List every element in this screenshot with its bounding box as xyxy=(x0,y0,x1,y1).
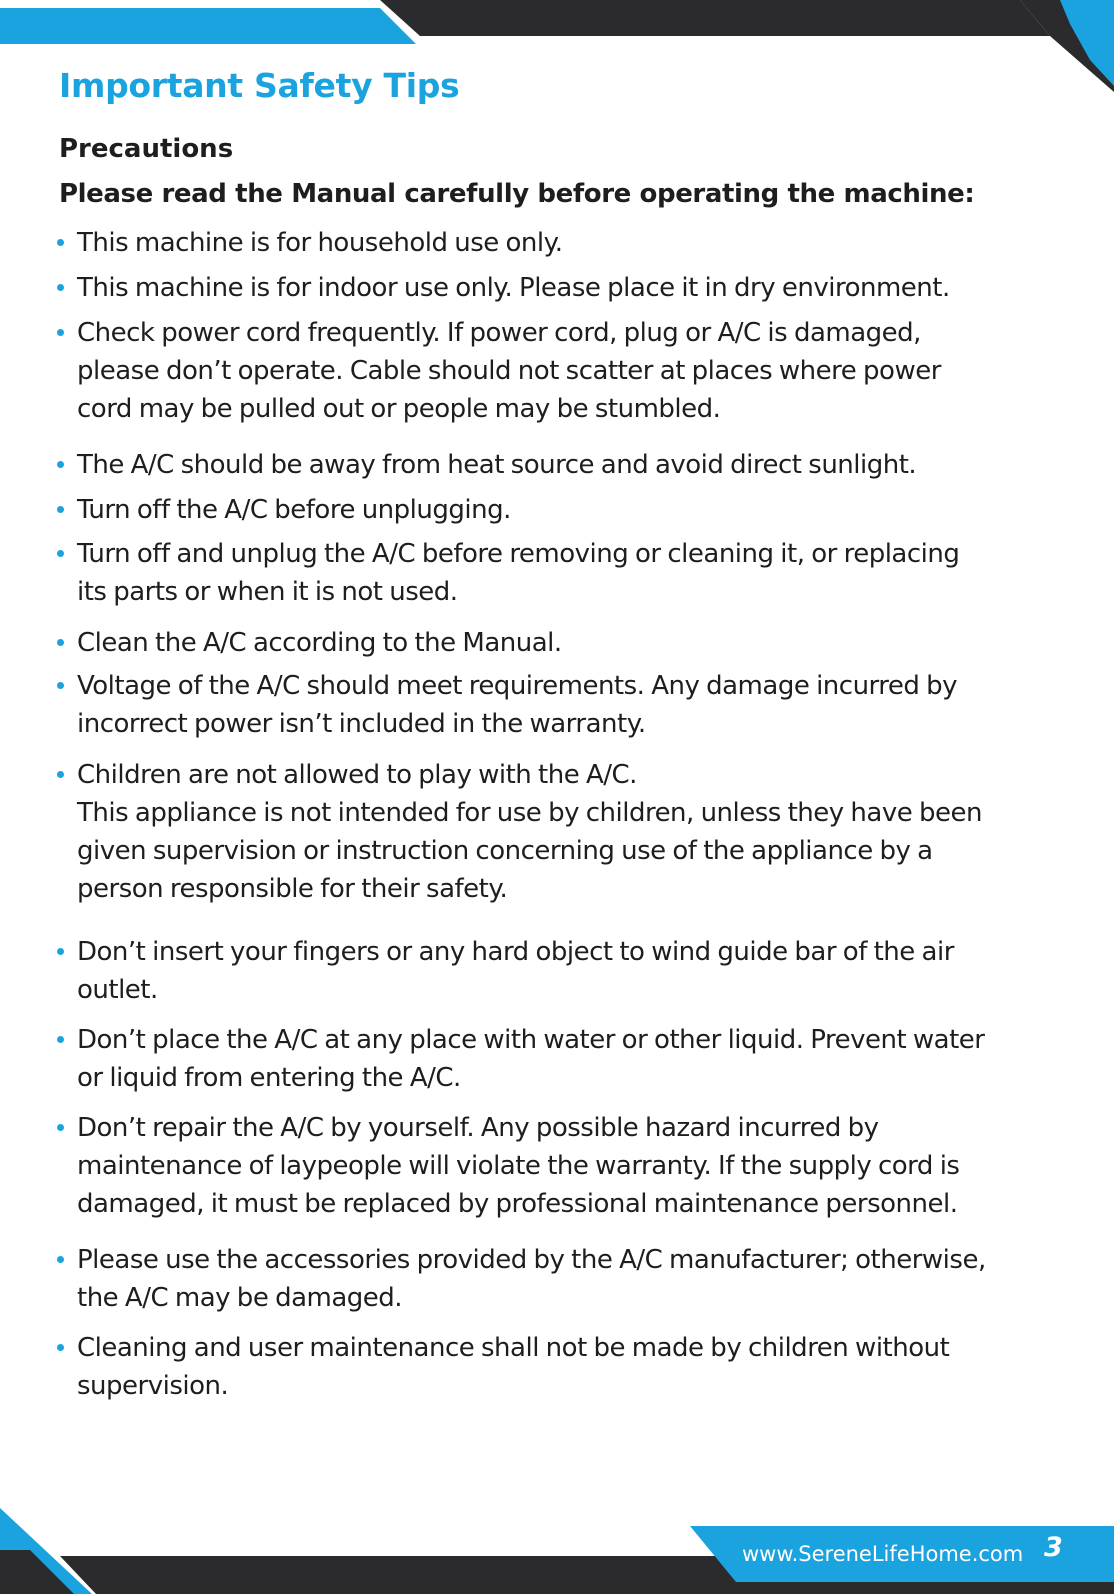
tip-text: Don’t insert your fingers or any hard object to wind guide bar of the air xyxy=(77,937,954,967)
bullet-marker xyxy=(57,284,64,291)
bullet-marker xyxy=(57,948,64,955)
tip-turn-off xyxy=(77,491,1062,529)
tip-cleaning-maintenance xyxy=(77,1329,1062,1405)
bullet-marker xyxy=(57,771,64,778)
tip-text: maintenance of laypeople will violate the warranty. If the supply cord is xyxy=(77,1151,960,1181)
tip-text: or liquid from entering the A/C. xyxy=(77,1063,461,1093)
tip-text: Turn off and unplug the A/C before removing or cleaning it, or replacing xyxy=(77,539,960,569)
tip-text: person responsible for their safety. xyxy=(77,874,508,904)
tip-accessories xyxy=(77,1241,1062,1317)
tip-text: its parts or when it is not used. xyxy=(77,577,458,607)
tip-children xyxy=(77,756,1062,908)
tip-heat-source xyxy=(77,446,1062,484)
top-dark-band xyxy=(380,0,1050,36)
bullet-marker xyxy=(57,506,64,513)
tip-text: incorrect power isn’t included in the warranty. xyxy=(77,709,646,739)
tip-text: cord may be pulled out or people may be stumbled. xyxy=(77,394,721,424)
section-heading: Precautions xyxy=(59,134,234,164)
page-title: Important Safety Tips xyxy=(59,66,460,105)
tip-text: Please use the accessories provided by the A/C manufacturer; otherwise, xyxy=(77,1245,986,1275)
tip-household-use xyxy=(77,224,1062,262)
tip-text: This machine is for household use only. xyxy=(77,228,563,258)
top-blue-band xyxy=(0,8,416,44)
tip-text: This machine is for indoor use only. Please place it in dry environment. xyxy=(77,273,950,303)
tip-text: Don’t place the A/C at any place with water or other liquid. Prevent water xyxy=(77,1025,985,1055)
tip-text: please don’t operate. Cable should not scatter at places where power xyxy=(77,356,941,386)
bullet-marker xyxy=(57,329,64,336)
tip-text: Cleaning and user maintenance shall not be made by children without xyxy=(77,1333,950,1363)
tip-text: supervision. xyxy=(77,1371,229,1401)
tip-text: Don’t repair the A/C by yourself. Any possible hazard incurred by xyxy=(77,1113,879,1143)
page-number: 3 xyxy=(1044,1532,1063,1563)
bullet-marker xyxy=(57,239,64,246)
tip-text: The A/C should be away from heat source and avoid direct sunlight. xyxy=(77,450,917,480)
tip-text: damaged, it must be replaced by professional maintenance personnel. xyxy=(77,1189,958,1219)
bullet-marker xyxy=(57,1036,64,1043)
tip-repair xyxy=(77,1109,1062,1223)
tip-text: Voltage of the A/C should meet requirements. Any damage incurred by xyxy=(77,671,958,701)
bullet-marker xyxy=(57,1124,64,1131)
tip-text: the A/C may be damaged. xyxy=(77,1283,403,1313)
footer-website-url: www.SereneLifeHome.com xyxy=(742,1542,1024,1566)
tip-voltage xyxy=(77,667,1062,743)
bullet-marker xyxy=(57,1256,64,1263)
tip-power-cord xyxy=(77,314,1062,428)
tip-clean xyxy=(77,624,1062,662)
tip-text: Turn off the A/C before unplugging. xyxy=(77,495,511,525)
tip-water xyxy=(77,1021,1062,1097)
instruction-text: Please read the Manual carefully before operating the machine: xyxy=(59,179,975,209)
tip-text: given supervision or instruction concerning use of the appliance by a xyxy=(77,836,933,866)
bullet-marker xyxy=(57,639,64,646)
tip-text: This appliance is not intended for use by children, unless they have been xyxy=(77,798,982,828)
tip-unplug xyxy=(77,535,1062,611)
bullet-marker xyxy=(57,1344,64,1351)
bullet-marker xyxy=(57,461,64,468)
tip-text: Check power cord frequently. If power cord, plug or A/C is damaged, xyxy=(77,318,921,348)
tip-indoor-use xyxy=(77,269,1062,307)
tip-text: Clean the A/C according to the Manual. xyxy=(77,628,562,658)
bullet-marker xyxy=(57,682,64,689)
bullet-marker xyxy=(57,550,64,557)
tip-text: Children are not allowed to play with the A/C. xyxy=(77,760,637,790)
tip-fingers xyxy=(77,933,1062,1009)
tip-text: outlet. xyxy=(77,975,158,1005)
